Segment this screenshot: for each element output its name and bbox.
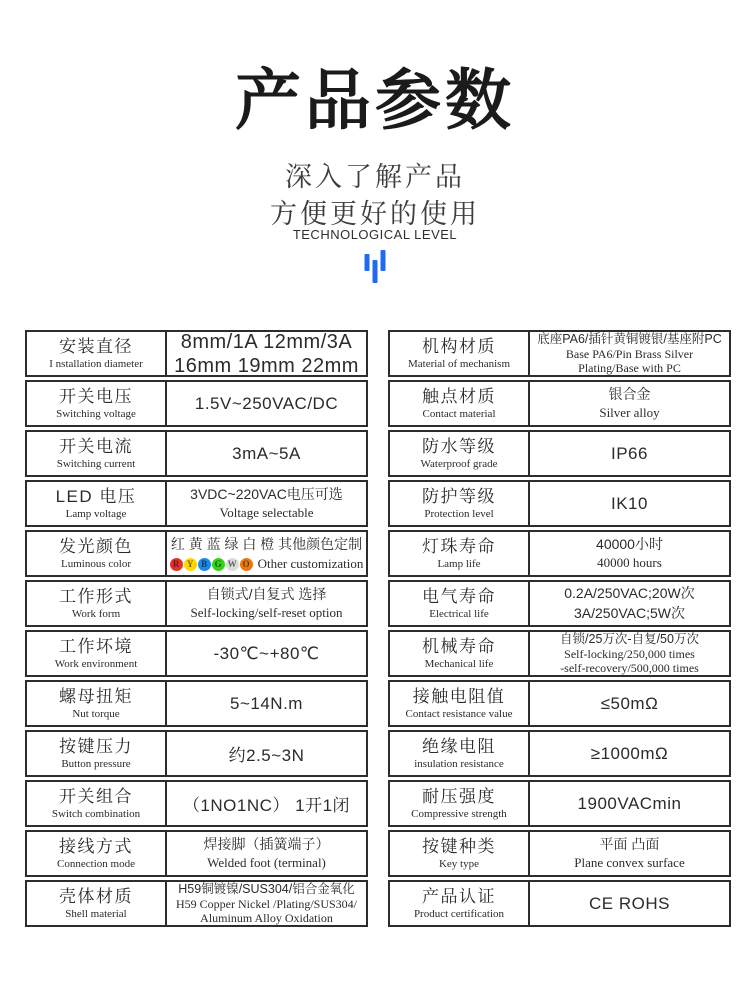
spec-value-line: Self-locking/self-reset option: [190, 604, 343, 620]
spec-label-en: Product certification: [413, 907, 505, 920]
spec-label-zh: 机械寿命: [422, 637, 496, 657]
spec-label-en: Electrical life: [429, 607, 489, 620]
spec-table-left: [25, 330, 368, 930]
spec-value-line: ≤50mΩ: [600, 693, 659, 713]
spec-row: [388, 680, 731, 727]
spec-value: [167, 682, 366, 725]
spec-label: [27, 432, 167, 475]
spec-value: [167, 782, 366, 825]
spec-label-zh: 机构材质: [422, 337, 496, 357]
spec-label: [390, 332, 530, 375]
spec-label: [390, 832, 530, 875]
spec-label-en: Contact resistance value: [405, 707, 513, 720]
subtitle-line-1: 深入了解产品: [285, 162, 465, 192]
spec-label-en: Lamp voltage: [65, 507, 127, 520]
spec-row: [25, 380, 368, 427]
spec-value: [167, 582, 366, 625]
spec-value-line: H59铜镀镍/SUS304/铝合金氧化: [178, 882, 355, 896]
color-dot-g: G: [212, 558, 225, 571]
spec-value-line: 1900VACmin: [577, 793, 682, 813]
spec-value-line: Plating/Base with PC: [578, 360, 681, 375]
spec-value: [530, 532, 729, 575]
spec-label-en: Connection mode: [57, 857, 135, 870]
spec-row: [388, 880, 731, 927]
spec-label-en: Switching current: [56, 457, 136, 470]
spec-value-line: 红 黄 蓝 绿 白 橙 其他颜色定制: [170, 535, 363, 552]
spec-row: [388, 830, 731, 877]
spec-value: [530, 582, 729, 625]
spec-value: [530, 482, 729, 525]
spec-value: [530, 732, 729, 775]
spec-value: [167, 882, 366, 925]
spec-value: [530, 332, 729, 375]
spec-label-zh: 开关电流: [59, 437, 133, 457]
spec-label: [390, 382, 530, 425]
spec-value-line: ≥1000mΩ: [590, 743, 669, 763]
spec-value: [530, 632, 729, 675]
spec-label: [390, 432, 530, 475]
spec-row: [25, 430, 368, 477]
spec-label-en: Compressive strength: [411, 807, 507, 820]
spec-value-line: 3mA~5A: [232, 443, 301, 463]
spec-label: [390, 582, 530, 625]
spec-label-en: Waterproof grade: [420, 457, 498, 470]
spec-label-en: Mechanical life: [424, 657, 494, 670]
spec-value: [530, 382, 729, 425]
spec-label-en: Shell material: [65, 907, 127, 920]
spec-value-line: Voltage selectable: [219, 504, 314, 520]
spec-row: [25, 880, 368, 927]
spec-label: [27, 882, 167, 925]
spec-label-zh: 壳体材质: [59, 887, 133, 907]
spec-label: [390, 532, 530, 575]
spec-row: [25, 680, 368, 727]
spec-label-en: Switch combination: [51, 807, 141, 820]
spec-row: [25, 530, 368, 577]
spec-label-en: Work form: [71, 607, 121, 620]
equalizer-bar: [365, 254, 370, 271]
spec-value-line: -30℃~+80℃: [213, 643, 320, 663]
spec-value: [167, 632, 366, 675]
color-dot-r: R: [170, 558, 183, 571]
spec-row: [388, 780, 731, 827]
spec-label-zh: 耐压强度: [422, 787, 496, 807]
spec-label-zh: 开关电压: [59, 387, 133, 407]
spec-row: [25, 580, 368, 627]
tagline: TECHNOLOGICAL LEVEL: [292, 227, 458, 242]
spec-label-zh: 触点材质: [422, 387, 496, 407]
spec-row: [25, 330, 368, 377]
spec-value-line: 40000 hours: [597, 554, 662, 570]
spec-label-zh: 防水等级: [422, 437, 496, 457]
spec-value-line: Silver alloy: [599, 404, 660, 420]
color-dot-w: W: [227, 559, 237, 570]
spec-label-en: Key type: [438, 857, 479, 870]
spec-value-line: 40000小时: [596, 536, 663, 553]
spec-label-zh: 接触电阻值: [412, 687, 506, 707]
spec-value: [530, 882, 729, 925]
equalizer-bar: [373, 260, 378, 283]
color-dot-y: Y: [184, 558, 197, 571]
spec-value-line: Plane convex surface: [574, 854, 685, 870]
spec-row: [388, 580, 731, 627]
spec-label-en: Material of mechanism: [407, 357, 511, 370]
spec-value-line: 自锁/25万次-自复/50万次: [560, 632, 699, 646]
spec-row: [25, 830, 368, 877]
spec-label: [27, 782, 167, 825]
spec-value-line: CE ROHS: [589, 893, 670, 913]
page-title: 产品参数: [235, 63, 515, 137]
spec-label: [27, 632, 167, 675]
spec-value: [167, 332, 366, 375]
spec-label-zh: 防护等级: [422, 487, 496, 507]
spec-row: [25, 780, 368, 827]
spec-label: [390, 632, 530, 675]
spec-value-line: 16mm 19mm 22mm: [174, 354, 359, 375]
spec-label-en: Contact material: [422, 407, 496, 420]
spec-value-line: 银合金: [608, 386, 651, 403]
spec-row: [388, 430, 731, 477]
spec-label-zh: 螺母扭矩: [59, 687, 133, 707]
spec-value: [530, 682, 729, 725]
spec-label: [390, 482, 530, 525]
spec-label: [27, 682, 167, 725]
spec-label: [27, 482, 167, 525]
spec-label: [27, 532, 167, 575]
spec-label-en: Switching voltage: [56, 407, 136, 420]
spec-value: [167, 832, 366, 875]
spec-value-line: H59 Copper Nickel /Plating/SUS304/: [176, 896, 357, 911]
spec-row: [25, 480, 368, 527]
equalizer-bar: [381, 250, 386, 271]
spec-value-line: -self-recovery/500,000 times: [560, 660, 699, 675]
spec-label-en: Lamp life: [437, 557, 481, 570]
spec-row: [25, 630, 368, 677]
spec-label: [27, 332, 167, 375]
color-dots-line: [170, 556, 364, 572]
spec-label-en: Button pressure: [61, 757, 131, 770]
subtitle-line-2: 方便更好的使用: [270, 199, 480, 229]
equalizer-bars-icon: [365, 250, 386, 286]
spec-value: [530, 432, 729, 475]
spec-value-line: Self-locking/250,000 times: [564, 646, 695, 661]
spec-label-zh: 电气寿命: [422, 587, 496, 607]
spec-row: [388, 480, 731, 527]
dots-suffix-text: Other customization: [257, 556, 364, 572]
spec-label: [27, 732, 167, 775]
spec-value-line: 8mm/1A 12mm/3A: [180, 332, 353, 353]
spec-value-line: 3A/250VAC;5W次: [573, 604, 685, 621]
spec-label-zh: 灯珠寿命: [422, 537, 496, 557]
spec-value: [167, 732, 366, 775]
spec-row: [388, 630, 731, 677]
spec-value-line: 约2.5~3N: [228, 746, 305, 765]
spec-value-line: 底座PA6/插针黄铜镀银/基座附PC: [537, 332, 722, 346]
spec-label: [390, 782, 530, 825]
spec-value: [530, 782, 729, 825]
spec-label: [27, 582, 167, 625]
spec-value-line: 3VDC~220VAC电压可选: [190, 486, 343, 503]
spec-value: [167, 432, 366, 475]
spec-tables: [25, 330, 731, 930]
spec-value-line: （1NO1NC） 1开1闭: [182, 796, 351, 815]
spec-row: [388, 730, 731, 777]
spec-label-zh: 开关组合: [59, 787, 133, 807]
spec-label-zh: LED 电压: [55, 487, 137, 507]
spec-label-zh: 接线方式: [59, 837, 133, 857]
spec-label-zh: 安装直径: [59, 337, 133, 357]
spec-value-line: 0.2A/250VAC;20W次: [564, 584, 695, 601]
spec-label-zh: 工作形式: [59, 587, 133, 607]
spec-value: [167, 532, 366, 575]
spec-label-zh: 按键种类: [422, 837, 496, 857]
spec-label-en: Luminous color: [61, 557, 131, 570]
spec-value: [530, 832, 729, 875]
spec-label-zh: 工作坏境: [59, 637, 133, 657]
spec-value: [167, 482, 366, 525]
spec-label: [27, 382, 167, 425]
spec-label: [390, 682, 530, 725]
spec-row: [25, 730, 368, 777]
spec-label: [390, 882, 530, 925]
spec-row: [388, 330, 731, 377]
spec-label-en: Work environment: [54, 657, 138, 670]
spec-row: [388, 530, 731, 577]
spec-label: [390, 732, 530, 775]
spec-value-line: IP66: [611, 443, 648, 463]
spec-label-en: I nstallation diameter: [49, 357, 143, 370]
spec-value-line: Aluminum Alloy Oxidation: [200, 910, 333, 925]
spec-label-zh: 产品认证: [422, 887, 496, 907]
spec-label: [27, 832, 167, 875]
spec-label-zh: 按键压力: [59, 737, 133, 757]
color-dot-b: B: [198, 558, 211, 571]
spec-row: [388, 380, 731, 427]
spec-value-line: 1.5V~250VAC/DC: [194, 393, 339, 413]
spec-value-line: Welded foot (terminal): [207, 854, 326, 870]
spec-label-zh: 发光颜色: [59, 537, 133, 557]
spec-value-line: Base PA6/Pin Brass Silver: [565, 346, 694, 361]
spec-label-en: Nut torque: [72, 707, 120, 720]
spec-value: [167, 382, 366, 425]
spec-label-zh: 绝缘电阻: [422, 737, 496, 757]
spec-label-en: insulation resistance: [414, 757, 504, 770]
spec-value-line: 焊接脚（插簧端子）: [203, 836, 330, 853]
spec-value-line: IK10: [611, 493, 648, 513]
spec-value-line: 平面 凸面: [599, 836, 660, 853]
spec-value-line: 自锁式/自复式 选择: [206, 586, 327, 603]
spec-label-en: Protection level: [424, 507, 494, 520]
color-dot-o: O: [240, 558, 253, 571]
spec-table-right: [388, 330, 731, 930]
spec-value-line: 5~14N.m: [230, 693, 303, 713]
